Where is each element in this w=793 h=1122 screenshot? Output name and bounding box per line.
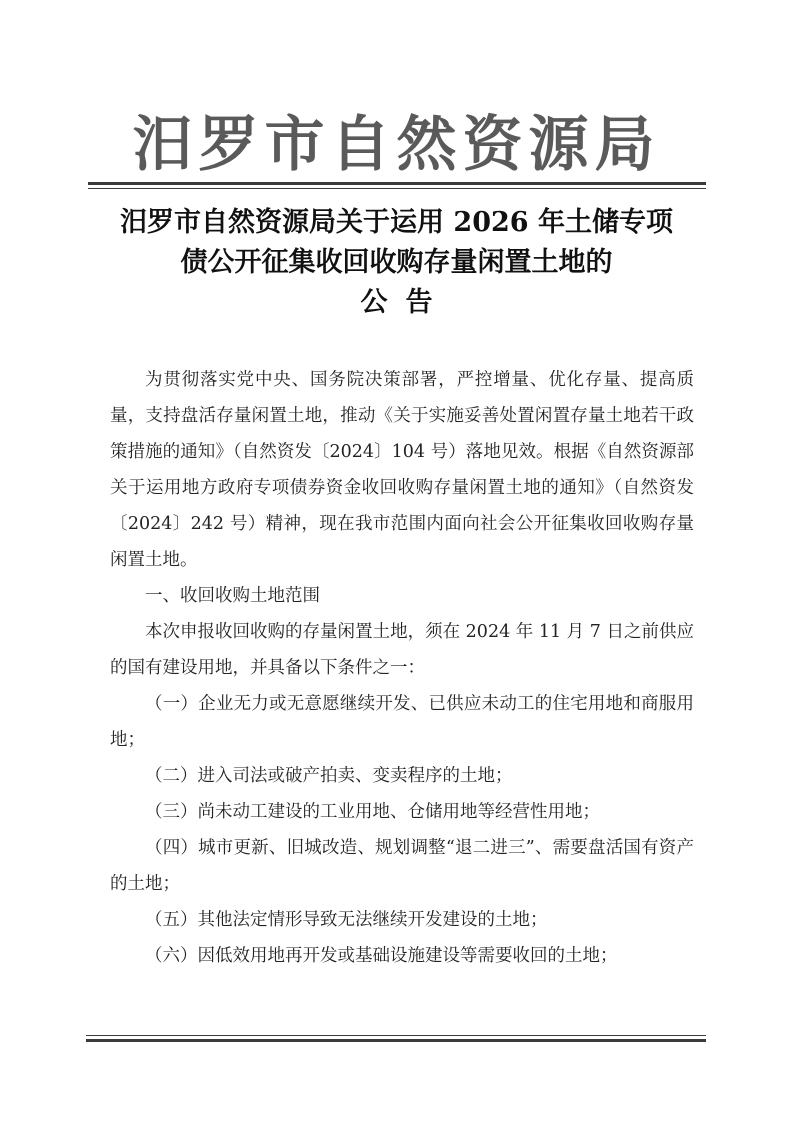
- masthead: 汨罗市自然资源局: [132, 110, 661, 180]
- list-item: （一）企业无力或无意愿继续开发、已供应未动工的住宅用地和商服用地；: [110, 694, 694, 750]
- document-body: [110, 362, 694, 974]
- list-item: （二）进入司法或破产拍卖、变卖程序的土地；: [145, 766, 513, 786]
- list-item: （五）其他法定情形导致无法继续开发建设的土地；: [145, 910, 548, 930]
- title-line-3: 公告: [360, 287, 451, 318]
- footer-rule-thick: [86, 1039, 706, 1042]
- intro-paragraph: 为贯彻落实党中央、国务院决策部署，严控增量、优化存量、提高质量，支持盘活存量闲置土地，推动《关于实施妥善处置闲置存量土地若干政策措施的通知》（自然资发〔2024〕104 号）落地见效。根据《自然资源部关于运用地方政府专项债券资金收回收购存量闲置土地的通知》（自然资发〔2024〕242 号）精神，现在我市范围内面向社会公开征集收回收购存量闲置土地。: [110, 370, 694, 570]
- list-item: （六）因低效用地再开发或基础设施建设等需要收回的土地；: [145, 946, 618, 966]
- title-line-2: 债公开征集收回收购存量闲置土地的: [180, 247, 613, 278]
- header-rule-thin: [88, 188, 706, 189]
- list-item: （四）城市更新、旧城改造、规划调整“退二进三”、需要盘活国有资产的土地；: [110, 838, 694, 894]
- section-paragraph: 本次申报收回收购的存量闲置土地，须在 2024 年 11 月 7 日之前供应的国有建设用地，并具备以下条件之一：: [110, 622, 694, 678]
- list-item: （三）尚未动工建设的工业用地、仓储用地等经营性用地；: [145, 802, 600, 822]
- section-heading: 一、收回收购土地范围: [145, 586, 320, 606]
- header-rule-thick: [88, 182, 706, 185]
- footer-rule-thin: [86, 1035, 706, 1036]
- title-line-1: 汨罗市自然资源局关于运用 2026 年土储专项: [120, 207, 673, 238]
- document-title: [90, 203, 703, 323]
